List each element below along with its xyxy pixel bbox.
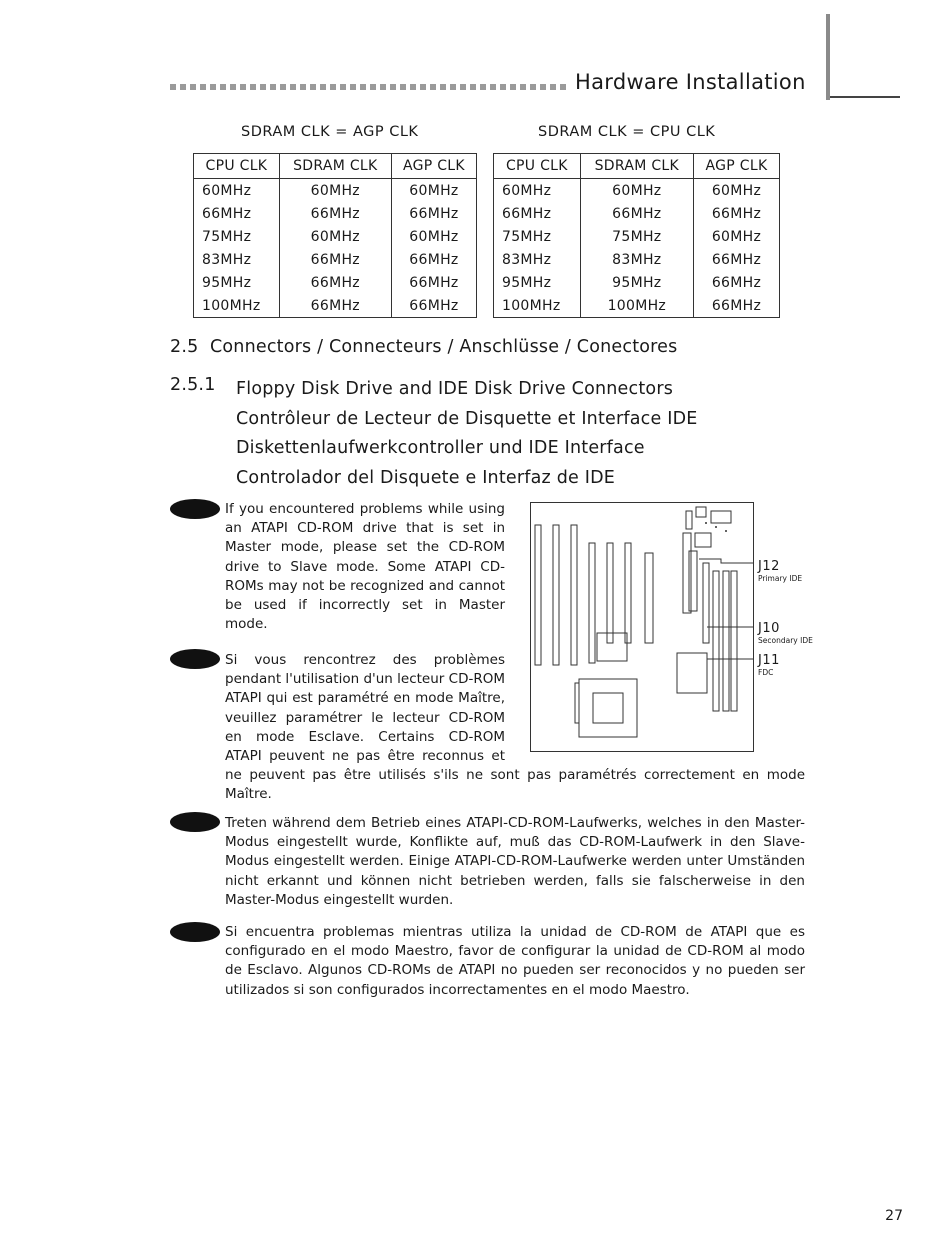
subsection-titles — [236, 375, 698, 493]
language-marker-en — [170, 499, 220, 519]
page-header-title: Hardware Installation — [575, 70, 806, 94]
table-cell: 60MHz — [391, 225, 476, 248]
table-cell: 95MHz — [194, 271, 280, 294]
subsection-title-de: Diskettenlaufwerkcontroller und IDE Interface — [236, 438, 645, 458]
column-header: SDRAM CLK — [279, 154, 391, 179]
table-row — [194, 179, 477, 203]
subsection-number: 2.5.1 — [170, 375, 216, 395]
paragraph-french-text: Si vous rencontrez des problèmes pendant l'utilisation d'un lecteur CD-ROM ATAPI qui est paramétré en mode Maître, veuillez paramétrer le lecteur CD-ROM en mode Esclave. Certains CD-ROM ATAPI peuvent ne pas être reconnus et ne peuvent pas être utilisés s'ils ne sont pas paramétrés correctement en mode Maître. — [225, 652, 805, 803]
header-dot-rule — [170, 84, 566, 90]
table-cell: 66MHz — [279, 271, 391, 294]
table-cell: 66MHz — [279, 294, 391, 318]
table-cell: 66MHz — [391, 271, 476, 294]
table-cell: 95MHz — [494, 271, 581, 294]
table-cell: 66MHz — [494, 202, 581, 225]
column-header: AGP CLK — [693, 154, 779, 179]
table-cell: 66MHz — [693, 294, 779, 318]
table-cell: 66MHz — [391, 248, 476, 271]
table-cell: 66MHz — [693, 271, 779, 294]
table-row — [194, 202, 477, 225]
callout-label: FDC — [758, 668, 774, 677]
callout-label: Primary IDE — [758, 574, 803, 583]
table-header-row — [194, 154, 477, 179]
table-row — [194, 271, 477, 294]
callout-j12 — [758, 560, 802, 583]
table-cell: 83MHz — [580, 248, 693, 271]
table-cell: 60MHz — [580, 179, 693, 203]
table-cell: 100MHz — [194, 294, 280, 318]
subsection-title-en: Floppy Disk Drive and IDE Disk Drive Connectors — [236, 379, 674, 399]
table-row — [494, 294, 780, 318]
language-marker-de — [170, 812, 220, 832]
table-cell: 95MHz — [580, 271, 693, 294]
table-cell: 83MHz — [194, 248, 280, 271]
section-title: Connectors / Connecteurs / Anschlüsse / Conectores — [209, 337, 678, 357]
callout-id: J10 — [758, 621, 780, 636]
table-cell: 66MHz — [279, 202, 391, 225]
table-cell: 100MHz — [494, 294, 581, 318]
callout-id: J12 — [758, 559, 780, 574]
page-number: 27 — [885, 1208, 903, 1224]
table-cell: 66MHz — [580, 202, 693, 225]
subsection-title-es: Controlador del Disquete e Interfaz de IDE — [236, 467, 616, 488]
table-cell: 75MHz — [494, 225, 581, 248]
column-header: SDRAM CLK — [580, 154, 693, 179]
table-cell: 60MHz — [391, 179, 476, 203]
table-cell: 60MHz — [279, 179, 391, 203]
clock-table-sdram-eq-agp — [193, 153, 477, 318]
column-header: CPU CLK — [494, 154, 581, 179]
callout-j11 — [758, 654, 780, 677]
table-cell: 75MHz — [194, 225, 280, 248]
table-header-row — [494, 154, 780, 179]
table-cell: 83MHz — [494, 248, 581, 271]
table-cell: 66MHz — [693, 248, 779, 271]
table-row — [194, 248, 477, 271]
table-row — [494, 179, 780, 203]
section-heading — [170, 337, 677, 357]
column-header: AGP CLK — [391, 154, 476, 179]
table-cell: 66MHz — [279, 248, 391, 271]
table-row — [494, 248, 780, 271]
language-marker-fr — [170, 649, 220, 669]
table-row — [194, 225, 477, 248]
table-caption-right: SDRAM CLK = CPU CLK — [538, 124, 716, 140]
table-caption-left: SDRAM CLK = AGP CLK — [241, 124, 419, 140]
subsection-title-fr: Contrôleur de Lecteur de Disquette et Interface IDE — [236, 408, 698, 429]
column-header: CPU CLK — [194, 154, 280, 179]
corner-mark-horizontal — [830, 96, 900, 98]
table-cell: 75MHz — [580, 225, 693, 248]
table-cell: 60MHz — [279, 225, 391, 248]
section-number: 2.5 — [170, 337, 199, 357]
paragraph-spanish: Si encuentra problemas mientras utiliza la unidad de CD-ROM de ATAPI que es configurado en el modo Maestro, favor de configurar la unidad de CD-ROM al modo de Esclavo. Algunos CD-ROMs de ATAPI no pueden ser reconocidos y no pueden ser utilizados si son configurados incorrectamentes en el modo Maestro. — [225, 924, 805, 998]
table-cell: 66MHz — [391, 202, 476, 225]
table-cell: 66MHz — [194, 202, 280, 225]
motherboard-illustration — [531, 503, 753, 751]
callout-label: Secondary IDE — [758, 636, 813, 645]
callout-j10 — [758, 622, 813, 645]
table-cell: 60MHz — [194, 179, 280, 203]
paragraph-german: Treten während dem Betrieb eines ATAPI-CD-ROM-Laufwerks, welches in den Master-Modus eingestellt wurde, Konflikte auf, muß das CD-ROM-Laufwerk in den Slave-Modus eingestellt werden. Einige ATAPI-CD-ROM-Laufwerke werden unter Umständen nicht erkannt und können nicht betrieben werden, falls sie falscherweise in den Master-Modus eingestellt wurden. — [225, 815, 805, 908]
language-marker-es — [170, 922, 220, 942]
table-cell: 100MHz — [580, 294, 693, 318]
table-cell: 66MHz — [693, 202, 779, 225]
table-cell: 60MHz — [693, 179, 779, 203]
corner-mark-vertical — [826, 14, 830, 100]
table-cell: 60MHz — [494, 179, 581, 203]
table-row — [194, 294, 477, 318]
clock-table-sdram-eq-cpu — [493, 153, 780, 318]
paragraph-english: If you encountered problems while using an ATAPI CD-ROM drive that is set in Master mode, please set the CD-ROM drive to Slave mode. Some ATAPI CD-ROMs may not be recognized and cannot be used if incorrectly set in Master mode. — [225, 501, 505, 633]
table-row — [494, 225, 780, 248]
table-row — [494, 271, 780, 294]
table-cell: 66MHz — [391, 294, 476, 318]
callout-id: J11 — [758, 653, 780, 668]
table-cell: 60MHz — [693, 225, 779, 248]
motherboard-diagram — [530, 502, 754, 752]
table-row — [494, 202, 780, 225]
